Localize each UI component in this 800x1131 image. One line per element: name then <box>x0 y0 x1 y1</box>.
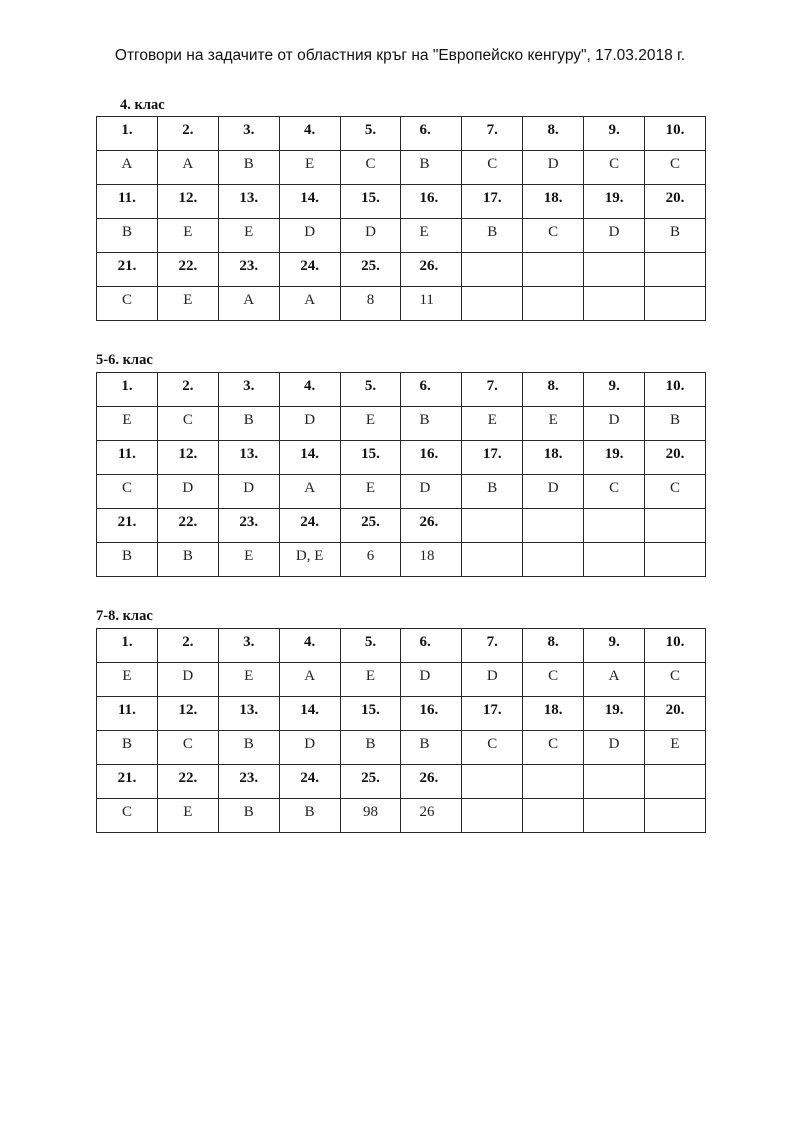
question-number-row <box>97 185 706 219</box>
answer-cell: D <box>279 731 340 765</box>
answer-row <box>97 219 706 253</box>
question-number-cell: 24. <box>279 765 340 799</box>
answer-cell: C <box>157 731 218 765</box>
answer-cell: A <box>97 151 158 185</box>
question-number-row <box>97 697 706 731</box>
answer-cell: A <box>218 287 279 321</box>
answer-row <box>97 731 706 765</box>
answer-cell: B <box>218 799 279 833</box>
answer-cell: 8 <box>340 287 401 321</box>
question-number-cell: 1. <box>97 629 158 663</box>
page-title: Отговори на задачите от областния кръг на "Европейско кенгуру", 17.03.2018 г. <box>114 47 686 64</box>
answer-cell <box>523 287 584 321</box>
answer-cell: D <box>401 475 462 509</box>
answer-cell: C <box>340 151 401 185</box>
question-number-row <box>97 253 706 287</box>
question-number-cell: 4. <box>279 117 340 151</box>
question-number-cell: 3. <box>218 373 279 407</box>
section-label-grade-4: 4. клас <box>120 97 165 113</box>
question-number-cell: 13. <box>218 185 279 219</box>
answer-cell <box>462 543 523 577</box>
answer-cell: E <box>340 663 401 697</box>
answer-cell: B <box>218 151 279 185</box>
question-number-row <box>97 629 706 663</box>
answer-cell: B <box>157 543 218 577</box>
answer-cell: A <box>157 151 218 185</box>
answer-cell: D <box>584 407 645 441</box>
answer-cell: E <box>218 663 279 697</box>
answer-cell: C <box>462 151 523 185</box>
answer-cell: B <box>401 151 462 185</box>
question-number-cell: 7. <box>462 373 523 407</box>
answer-cell: B <box>218 407 279 441</box>
question-number-cell <box>645 509 706 543</box>
question-number-cell: 11. <box>97 185 158 219</box>
answer-cell: 18 <box>401 543 462 577</box>
question-number-cell: 15. <box>340 697 401 731</box>
question-number-cell <box>523 253 584 287</box>
question-number-cell: 16. <box>401 441 462 475</box>
question-number-cell: 8. <box>523 629 584 663</box>
answer-cell: 11 <box>401 287 462 321</box>
question-number-cell: 2. <box>157 373 218 407</box>
answer-cell: A <box>279 287 340 321</box>
answer-cell: B <box>401 731 462 765</box>
question-number-cell <box>462 253 523 287</box>
question-number-cell: 9. <box>584 373 645 407</box>
answer-cell: D <box>462 663 523 697</box>
question-number-cell <box>584 765 645 799</box>
question-number-cell: 25. <box>340 509 401 543</box>
question-number-cell: 7. <box>462 117 523 151</box>
answer-cell: A <box>279 663 340 697</box>
answer-cell <box>462 799 523 833</box>
question-number-cell: 12. <box>157 441 218 475</box>
question-number-cell: 2. <box>157 629 218 663</box>
answer-cell: D <box>401 663 462 697</box>
question-number-cell: 15. <box>340 441 401 475</box>
answer-cell: D <box>523 475 584 509</box>
answer-cell: E <box>401 219 462 253</box>
answer-row <box>97 151 706 185</box>
answer-row <box>97 543 706 577</box>
answer-cell <box>645 543 706 577</box>
question-number-cell: 16. <box>401 697 462 731</box>
question-number-cell: 18. <box>523 185 584 219</box>
answer-cell: E <box>218 219 279 253</box>
question-number-cell: 25. <box>340 765 401 799</box>
answers-table-grade-4 <box>96 116 706 321</box>
answer-cell: C <box>97 799 158 833</box>
question-number-cell: 17. <box>462 441 523 475</box>
answer-cell: A <box>279 475 340 509</box>
answer-cell: D <box>157 475 218 509</box>
answer-cell: C <box>584 475 645 509</box>
question-number-cell <box>523 765 584 799</box>
question-number-cell: 13. <box>218 697 279 731</box>
answers-table-grade-7-8 <box>96 628 706 833</box>
answer-cell: B <box>340 731 401 765</box>
answer-cell: C <box>462 731 523 765</box>
answer-row <box>97 407 706 441</box>
answer-cell: E <box>157 219 218 253</box>
question-number-row <box>97 765 706 799</box>
answer-cell: D <box>157 663 218 697</box>
question-number-cell: 5. <box>340 117 401 151</box>
question-number-cell <box>462 765 523 799</box>
question-number-cell: 13. <box>218 441 279 475</box>
question-number-cell: 21. <box>97 765 158 799</box>
question-number-row <box>97 117 706 151</box>
question-number-cell: 14. <box>279 441 340 475</box>
section-label-grade-7-8: 7-8. клас <box>96 608 153 624</box>
answer-cell: E <box>218 543 279 577</box>
answer-cell: C <box>645 663 706 697</box>
answer-cell: D <box>218 475 279 509</box>
question-number-cell: 16. <box>401 185 462 219</box>
answer-row <box>97 799 706 833</box>
answer-cell: E <box>97 407 158 441</box>
question-number-cell: 5. <box>340 373 401 407</box>
question-number-cell: 20. <box>645 697 706 731</box>
question-number-cell: 2. <box>157 117 218 151</box>
question-number-cell: 23. <box>218 509 279 543</box>
answer-cell: E <box>523 407 584 441</box>
question-number-row <box>97 373 706 407</box>
answer-cell: D <box>279 407 340 441</box>
question-number-cell: 23. <box>218 253 279 287</box>
answer-cell <box>645 799 706 833</box>
answer-cell <box>523 799 584 833</box>
question-number-cell: 22. <box>157 509 218 543</box>
answer-cell: B <box>97 731 158 765</box>
question-number-cell: 3. <box>218 629 279 663</box>
question-number-cell: 17. <box>462 697 523 731</box>
question-number-cell <box>645 765 706 799</box>
question-number-cell: 26. <box>401 509 462 543</box>
question-number-cell: 5. <box>340 629 401 663</box>
question-number-cell <box>462 509 523 543</box>
answer-row <box>97 287 706 321</box>
question-number-cell: 6. <box>401 117 462 151</box>
question-number-cell: 21. <box>97 509 158 543</box>
answer-cell: C <box>523 219 584 253</box>
question-number-cell: 15. <box>340 185 401 219</box>
answers-table-grade-5-6 <box>96 372 706 577</box>
question-number-cell: 22. <box>157 253 218 287</box>
answer-cell: 26 <box>401 799 462 833</box>
question-number-cell: 19. <box>584 697 645 731</box>
question-number-cell: 23. <box>218 765 279 799</box>
question-number-cell: 1. <box>97 117 158 151</box>
answer-cell <box>645 287 706 321</box>
question-number-row <box>97 509 706 543</box>
answer-cell: B <box>401 407 462 441</box>
answer-cell: D <box>584 219 645 253</box>
question-number-cell: 18. <box>523 697 584 731</box>
answer-cell: E <box>157 799 218 833</box>
question-number-cell: 10. <box>645 117 706 151</box>
answer-cell: C <box>584 151 645 185</box>
question-number-cell: 26. <box>401 253 462 287</box>
answer-cell: D <box>523 151 584 185</box>
question-number-row <box>97 441 706 475</box>
question-number-cell: 3. <box>218 117 279 151</box>
answer-cell: C <box>523 731 584 765</box>
question-number-cell: 8. <box>523 117 584 151</box>
answer-cell: B <box>462 475 523 509</box>
question-number-cell: 24. <box>279 509 340 543</box>
answer-cell: B <box>645 219 706 253</box>
question-number-cell: 9. <box>584 117 645 151</box>
answer-cell: E <box>279 151 340 185</box>
answer-cell: E <box>340 407 401 441</box>
answer-cell: C <box>97 475 158 509</box>
answer-cell: B <box>218 731 279 765</box>
question-number-cell: 21. <box>97 253 158 287</box>
answer-cell: B <box>462 219 523 253</box>
question-number-cell: 11. <box>97 697 158 731</box>
answer-cell <box>584 287 645 321</box>
question-number-cell: 19. <box>584 185 645 219</box>
answer-cell: D <box>340 219 401 253</box>
answer-cell <box>584 799 645 833</box>
answer-cell: 6 <box>340 543 401 577</box>
question-number-cell: 7. <box>462 629 523 663</box>
answer-cell <box>523 543 584 577</box>
question-number-cell: 10. <box>645 629 706 663</box>
question-number-cell: 20. <box>645 441 706 475</box>
question-number-cell: 6. <box>401 373 462 407</box>
answer-cell: C <box>645 151 706 185</box>
answer-cell <box>462 287 523 321</box>
question-number-cell: 22. <box>157 765 218 799</box>
answer-row <box>97 475 706 509</box>
answer-cell: 98 <box>340 799 401 833</box>
answer-cell: C <box>645 475 706 509</box>
answer-cell: E <box>340 475 401 509</box>
question-number-cell: 18. <box>523 441 584 475</box>
question-number-cell: 9. <box>584 629 645 663</box>
question-number-cell: 25. <box>340 253 401 287</box>
answer-cell: D, E <box>279 543 340 577</box>
question-number-cell: 14. <box>279 697 340 731</box>
answer-cell: B <box>279 799 340 833</box>
answer-cell: B <box>97 543 158 577</box>
question-number-cell: 8. <box>523 373 584 407</box>
answer-cell <box>584 543 645 577</box>
question-number-cell: 14. <box>279 185 340 219</box>
question-number-cell: 12. <box>157 185 218 219</box>
question-number-cell <box>523 509 584 543</box>
question-number-cell: 10. <box>645 373 706 407</box>
question-number-cell: 11. <box>97 441 158 475</box>
question-number-cell: 17. <box>462 185 523 219</box>
question-number-cell: 19. <box>584 441 645 475</box>
question-number-cell: 26. <box>401 765 462 799</box>
section-label-grade-5-6: 5-6. клас <box>96 352 153 368</box>
answer-cell: C <box>523 663 584 697</box>
answer-row <box>97 663 706 697</box>
answer-cell: E <box>157 287 218 321</box>
answer-cell: D <box>584 731 645 765</box>
question-number-cell: 24. <box>279 253 340 287</box>
question-number-cell <box>584 509 645 543</box>
question-number-cell: 4. <box>279 373 340 407</box>
question-number-cell <box>645 253 706 287</box>
answer-cell: E <box>645 731 706 765</box>
question-number-cell: 1. <box>97 373 158 407</box>
question-number-cell: 6. <box>401 629 462 663</box>
answer-cell: A <box>584 663 645 697</box>
answer-cell: E <box>97 663 158 697</box>
answer-cell: B <box>645 407 706 441</box>
question-number-cell: 12. <box>157 697 218 731</box>
answer-cell: D <box>279 219 340 253</box>
answer-cell: C <box>97 287 158 321</box>
answer-cell: B <box>97 219 158 253</box>
question-number-cell <box>584 253 645 287</box>
question-number-cell: 20. <box>645 185 706 219</box>
question-number-cell: 4. <box>279 629 340 663</box>
answer-cell: E <box>462 407 523 441</box>
answer-cell: C <box>157 407 218 441</box>
